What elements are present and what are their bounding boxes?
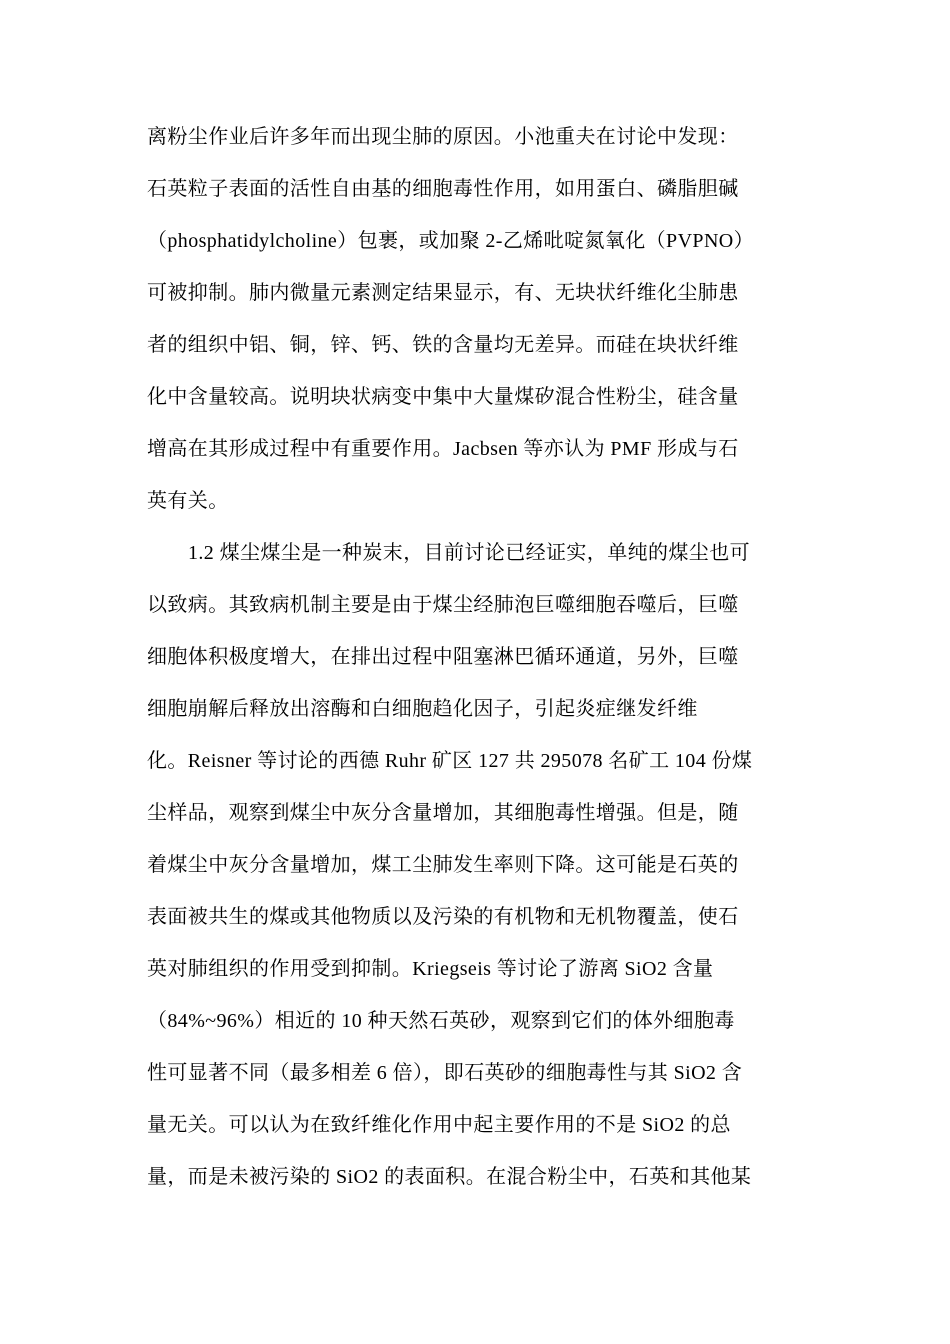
text-line: 化。Reisner 等讨论的西德 Ruhr 矿区 127 共 295078 名矿工 104 份煤 [147, 750, 753, 772]
text-line: 表面被共生的煤或其他物质以及污染的有机物和无机物覆盖，使石 [147, 906, 739, 928]
text-line: 量无关。可以认为在致纤维化作用中起主要作用的不是 SiO2 的总 [147, 1114, 731, 1136]
paragraph-first-line: 1.2 煤尘煤尘是一种炭末，目前讨论已经证实，单纯的煤尘也可 [188, 542, 750, 564]
text-line: 细胞崩解后释放出溶酶和白细胞趋化因子，引起炎症继发纤维 [147, 698, 698, 720]
text-line: 英对肺组织的作用受到抑制。Kriegseis 等讨论了游离 SiO2 含量 [147, 958, 714, 980]
text-line: （84%~96%）相近的 10 种天然石英砂，观察到它们的体外细胞毒 [147, 1010, 735, 1032]
text-line: 量，而是未被污染的 SiO2 的表面积。在混合粉尘中，石英和其他某 [147, 1166, 752, 1188]
text-line: 性可显著不同（最多相差 6 倍），即石英砂的细胞毒性与其 SiO2 含 [147, 1062, 743, 1084]
text-line: 尘样品，观察到煤尘中灰分含量增加，其细胞毒性增强。但是，随 [147, 802, 739, 824]
text-line: 英有关。 [147, 490, 229, 512]
text-line: 离粉尘作业后许多年而出现尘肺的原因。小池重夫在讨论中发现： [147, 126, 739, 148]
text-line: 可被抑制。肺内微量元素测定结果显示，有、无块状纤维化尘肺患 [147, 282, 739, 304]
text-line: 增高在其形成过程中有重要作用。Jacbsen 等亦认为 PMF 形成与石 [147, 438, 739, 460]
text-line: （phosphatidylcholine）包裹，或加聚 2-乙烯吡啶氮氧化（PVPNO） [147, 230, 755, 252]
text-line: 石英粒子表面的活性自由基的细胞毒性作用，如用蛋白、磷脂胆碱 [147, 178, 739, 200]
text-line: 化中含量较高。说明块状病变中集中大量煤矽混合性粉尘，硅含量 [147, 386, 739, 408]
text-line: 者的组织中铝、铜，锌、钙、铁的含量均无差异。而硅在块状纤维 [147, 334, 739, 356]
text-line: 着煤尘中灰分含量增加，煤工尘肺发生率则下降。这可能是石英的 [147, 854, 739, 876]
text-line: 以致病。其致病机制主要是由于煤尘经肺泡巨噬细胞吞噬后，巨噬 [147, 594, 739, 616]
text-line: 细胞体积极度增大，在排出过程中阻塞淋巴循环通道，另外，巨噬 [147, 646, 739, 668]
